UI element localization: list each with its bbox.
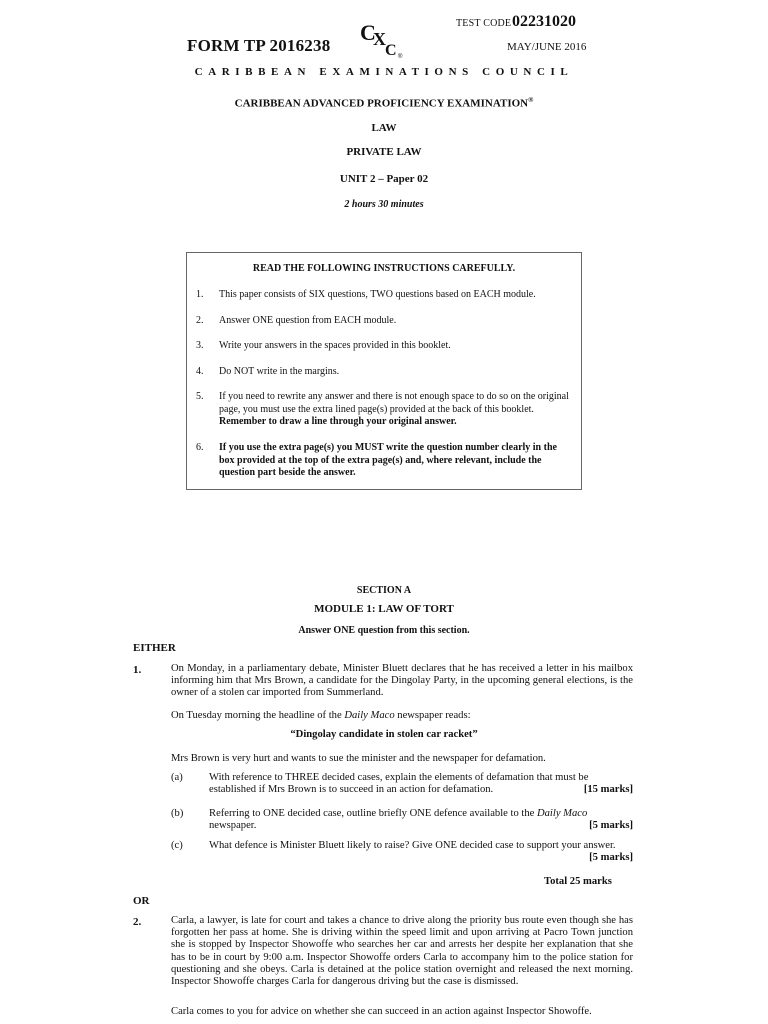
part-question: With reference to THREE decided cases, explain the elements of defamation that must be established if Mrs Brown is to succeed in an action for defamation. [209, 772, 589, 796]
question-paragraph: Carla comes to you for advice on whether she can succeed in an action against Inspector Showoffe. [171, 1006, 592, 1017]
text-segment: newspaper reads: [394, 710, 471, 721]
headline: “Dingolay candidate in stolen car racket” [290, 729, 478, 740]
instruction-item [219, 391, 573, 429]
registered-mark: ® [528, 96, 534, 104]
unit-paper: UNIT 2 – Paper 02 [339, 173, 429, 185]
question-paragraph: Mrs Brown is very hurt and wants to sue the minister and the newspaper for defamation. [171, 753, 546, 764]
part-text [209, 808, 633, 832]
part-marks: [15 marks] [583, 784, 633, 796]
section-instruction: Answer ONE question from this section. [298, 625, 470, 636]
part-marks: [5 marks] [589, 852, 633, 864]
module-title: MODULE 1: LAW OF TORT [314, 603, 454, 615]
either-label: EITHER [133, 642, 176, 654]
total-marks: Total 25 marks [544, 876, 612, 887]
instruction-number: 3. [196, 340, 204, 351]
duration: 2 hours 30 minutes [344, 199, 424, 210]
instruction-text: Write your answers in the spaces provided in this booklet. [219, 340, 451, 351]
instruction-emphasis: Remember to draw a line through your original answer. [219, 416, 457, 427]
test-code: 02231020 [512, 13, 576, 30]
test-code-label: TEST CODE [456, 18, 512, 29]
part-text [209, 772, 633, 796]
exam-title: CARIBBEAN ADVANCED PROFICIENCY EXAMINATION [234, 97, 529, 110]
part-label: (c) [171, 840, 183, 851]
newspaper-name: Daily Maco [536, 808, 588, 819]
subject-option: PRIVATE LAW [346, 146, 422, 158]
svg-text:C: C [360, 20, 376, 45]
svg-text:®: ® [398, 54, 403, 58]
question-paragraph [171, 710, 633, 722]
part-label: (b) [171, 808, 184, 819]
instruction-number: 1. [196, 289, 204, 300]
instruction-number: 4. [196, 366, 204, 377]
part-label: (a) [171, 772, 183, 783]
instructions-heading: READ THE FOLLOWING INSTRUCTIONS CAREFULLY. [252, 263, 516, 274]
form-number: FORM TP 2016238 [187, 36, 331, 55]
instruction-number: 6. [196, 442, 204, 453]
part-marks: [5 marks] [589, 820, 633, 832]
part-question: Referring to ONE decided case, outline briefly ONE defence available to the [209, 808, 537, 819]
exam-name [0, 96, 768, 110]
question-number: 1. [133, 664, 142, 676]
instruction-text: Do NOT write in the margins. [219, 366, 340, 377]
instruction-number: 5. [196, 391, 204, 402]
instruction-text: If you use the extra page(s) you MUST write the question number clearly in the box provided at the top of the extra page(s) and, where relevant, include the question part beside the answer. [219, 442, 557, 478]
part-question: What defence is Minister Bluett likely to raise? Give ONE decided case to support your answer. [209, 840, 616, 851]
instruction-text: If you need to rewrite any answer and there is not enough space to do so on the original page, you must use the extra lined page(s) provided at the back of this booklet. [219, 391, 569, 415]
instruction-number: 2. [196, 315, 204, 326]
text-segment: On Tuesday morning the headline of the [171, 710, 345, 721]
exam-session: MAY/JUNE 2016 [507, 41, 587, 53]
part-question-end: newspaper. [209, 820, 257, 832]
question-paragraph: Carla, a lawyer, is late for court and takes a chance to drive along the priority bus route even though she has forgotten her pass at home. She is driving within the speed limit and upon arriving at Pacro Town junction she is stopped by Inspector Showoffe who searches her car and arrests her despite her explanation that she has to be in court by 9:00 a.m. Inspector Showoffe orders Carla to accompany him to the police station for questioning and she obeys. Carla is detained at the police station overnight and released the next morning. Inspector Showoffe charges Carla for dangerous driving but the case is dismissed. [171, 915, 633, 988]
newspaper-name: Daily Maco [344, 710, 395, 721]
svg-text:X: X [373, 29, 386, 49]
instruction-text: This paper consists of SIX questions, TWO questions based on EACH module. [219, 289, 536, 300]
section-title: SECTION A [356, 585, 412, 596]
instruction-text: Answer ONE question from EACH module. [219, 315, 397, 326]
subject: LAW [371, 122, 397, 134]
svg-text:C: C [385, 42, 397, 58]
part-text [209, 840, 633, 864]
council-name: CARIBBEAN EXAMINATIONS COUNCIL [194, 66, 574, 78]
or-label: OR [133, 895, 150, 907]
question-paragraph: On Monday, in a parliamentary debate, Minister Bluett declares that he has received a letter in his mailbox informing him that Mrs Brown, a candidate for the Dingolay Party, in the upcoming general elections, is the owner of a stolen car imported from Summerland. [171, 663, 633, 699]
cxc-logo [358, 18, 406, 58]
question-number: 2. [133, 916, 142, 928]
